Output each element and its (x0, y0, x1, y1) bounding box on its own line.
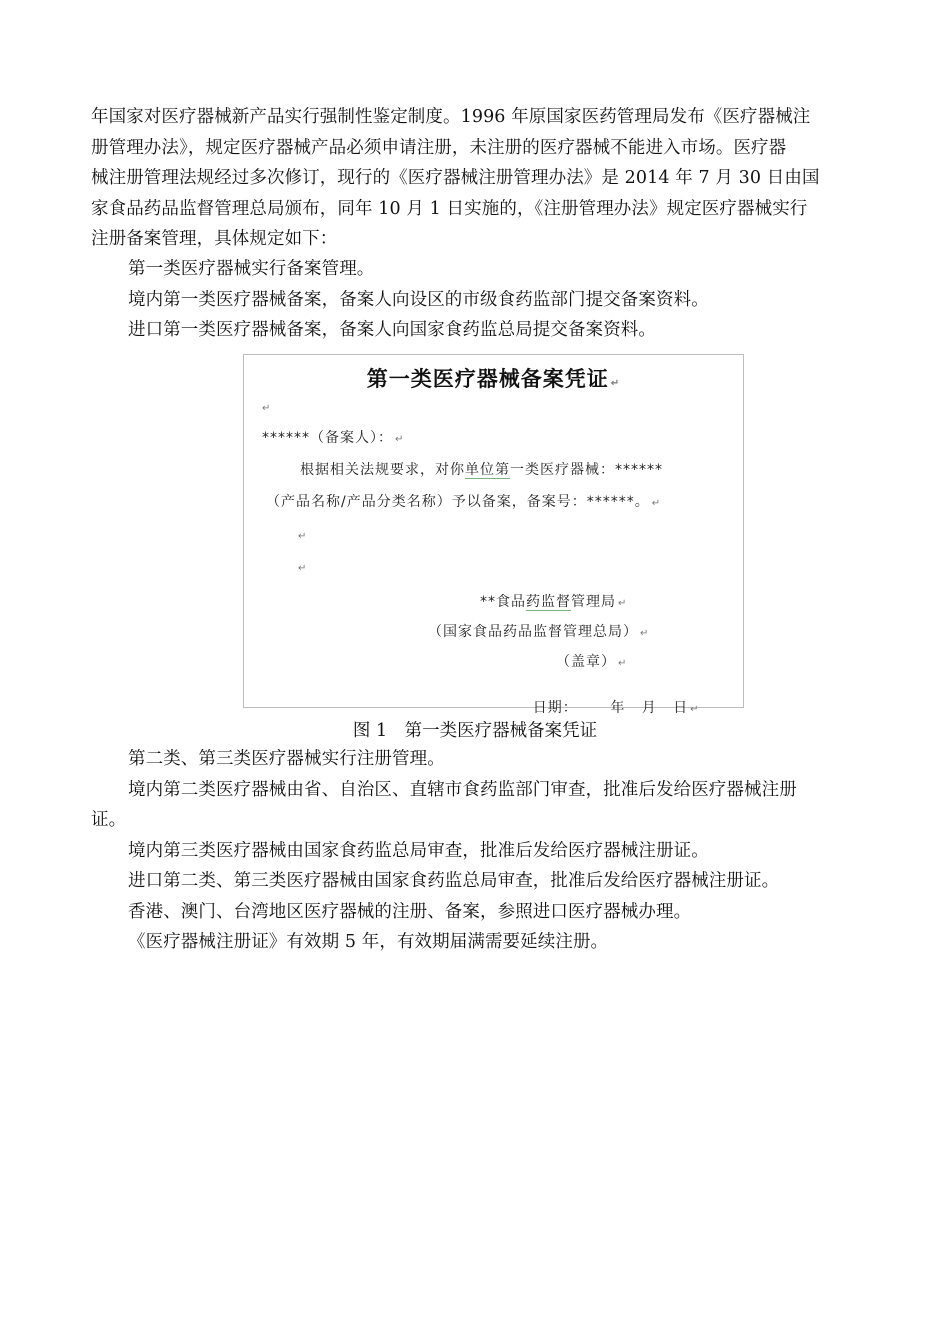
paragraph-mark: ↵ (651, 498, 662, 509)
certificate-seal-line (556, 651, 627, 671)
intro-line-4: 家食品药品监督管理总局颁布，同年 10 月 1 日实施的，《注册管理办法》规定医疗器械实行 (91, 198, 808, 219)
certificate-body-line-2 (266, 491, 661, 511)
paragraph-domestic-class-two-line-2: 证。 (91, 810, 127, 830)
paragraph-domestic-class-three: 境内第三类医疗器械由国家食药监总局审查，批准后发给医疗器械注册证。 (128, 840, 709, 861)
class-one-paragraphs (91, 254, 861, 346)
blank-line-1 (260, 399, 271, 415)
grammar-underline-text: 药监督 (526, 594, 571, 610)
paragraph-domestic-class-two-line-1: 境内第二类医疗器械由省、自治区、直辖市食药监部门审查，批准后发给医疗器械注册 (128, 779, 797, 800)
certificate-issuer-sub: （国家食品药品监督管理总局） (428, 624, 638, 640)
paragraph-class-one-filing: 第一类医疗器械实行备案管理。 (128, 259, 375, 279)
paragraph-mark: ↵ (298, 563, 308, 574)
certificate-applicant: ******（备案人）： (262, 430, 393, 446)
certificate-issuer-sub-line (428, 621, 649, 641)
certificate-date: 日期： 年 月 日 (532, 700, 689, 716)
paragraph-mark: ↵ (298, 531, 308, 542)
certificate-issuer: **食品 (480, 594, 526, 610)
class-two-three-paragraphs (91, 744, 866, 958)
blank-line-2 (296, 527, 307, 543)
paragraph-registration-management: 第二类、第三类医疗器械实行注册管理。 (128, 749, 445, 769)
certificate-issuer-line (480, 591, 627, 611)
paragraph-mark: ↵ (262, 403, 272, 414)
certificate-body-text: （产品名称/产品分类名称）予以备案，备案号：******。 (266, 494, 650, 510)
certificate-title (244, 363, 743, 393)
paragraph-imported-class-two-three: 进口第二类、第三类医疗器械由国家食药监总局审查，批准后发给医疗器械注册证。 (128, 871, 780, 891)
paragraph-mark: ↵ (640, 628, 650, 639)
certificate-body-line-1 (300, 459, 663, 479)
certificate-applicant-line (262, 427, 404, 447)
paragraph-validity-period: 《医疗器械注册证》有效期 5 年，有效期届满需要延续注册。 (128, 932, 609, 952)
intro-line-3: 械注册管理法规经过多次修订，现行的《医疗器械注册管理办法》是 2014 年 7 月 30 日由国 (91, 168, 820, 188)
paragraph-mark: ↵ (610, 378, 621, 389)
filing-certificate-figure (243, 354, 744, 716)
paragraph-mark: ↵ (395, 434, 405, 445)
certificate-seal: （盖章） (556, 654, 616, 670)
figure-caption: 图 1 第一类医疗器械备案凭证 (352, 721, 598, 741)
paragraph-imported-class-one: 进口第一类医疗器械备案，备案人向国家食药监总局提交备案资料。 (128, 320, 656, 340)
certificate-body-text: 根据相关法规要求，对你 (300, 462, 465, 478)
intro-paragraph (91, 102, 861, 255)
intro-line-5: 注册备案管理，具体规定如下： (91, 229, 338, 249)
grammar-underline-text: 单位第 (465, 462, 510, 478)
paragraph-domestic-class-one: 境内第一类医疗器械备案，备案人向设区的市级食药监部门提交备案资料。 (128, 289, 709, 310)
paragraph-mark: ↵ (690, 704, 700, 715)
intro-line-2: 册管理办法》，规定医疗器械产品必须申请注册，未注册的医疗器械不能进入市场。医疗器 (91, 137, 787, 158)
paragraph-mark: ↵ (618, 658, 628, 669)
blank-line-3 (296, 559, 307, 575)
paragraph-mark: ↵ (618, 598, 628, 609)
certificate-body-text: 一类医疗器械：****** (510, 462, 663, 478)
paragraph-hk-macau-taiwan: 香港、澳门、台湾地区医疗器械的注册、备案，参照进口医疗器械办理。 (128, 901, 692, 922)
certificate-title-text: 第一类医疗器械备案凭证 (366, 367, 609, 391)
certificate-issuer: 管理局 (571, 594, 616, 610)
intro-line-1: 年国家对医疗器械新产品实行强制性鉴定制度。1996 年原国家医药管理局发布《医疗器械注 (91, 107, 811, 127)
